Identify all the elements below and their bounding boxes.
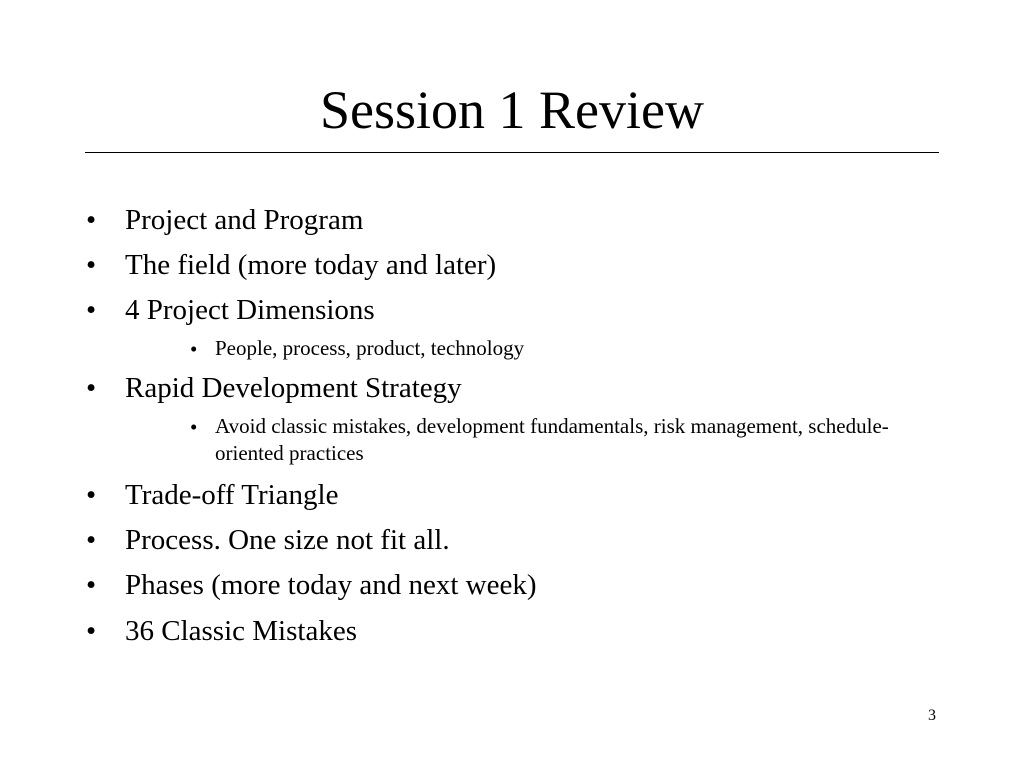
- bullet-text: Process. One size not fit all.: [125, 524, 450, 556]
- bullet-icon: •: [86, 524, 97, 556]
- sub-bullet-icon: •: [190, 415, 198, 439]
- bullet-text: Project and Program: [125, 204, 364, 236]
- bullet-text: The field (more today and later): [125, 249, 497, 281]
- bullet-icon: •: [86, 479, 97, 511]
- bullet-icon: •: [86, 372, 97, 404]
- bullet-text: 4 Project Dimensions: [125, 294, 375, 326]
- bullet-text: Phases (more today and next week): [125, 569, 537, 601]
- slide-title: Session 1 Review: [320, 80, 704, 140]
- title-divider: [85, 152, 939, 153]
- bullet-icon: •: [86, 249, 97, 281]
- bullet-icon: •: [86, 294, 97, 326]
- sub-bullet-text: People, process, product, technology: [215, 336, 525, 360]
- bullet-icon: •: [86, 615, 97, 647]
- bullet-icon: •: [86, 204, 97, 236]
- sub-bullet-text: Avoid classic mistakes, development fundamentals, risk management, schedule-oriented practices: [215, 414, 889, 465]
- bullet-text: Trade-off Triangle: [125, 479, 339, 511]
- bullet-text: Rapid Development Strategy: [125, 372, 462, 404]
- page-number: 3: [928, 707, 936, 724]
- sub-bullet-icon: •: [190, 337, 198, 361]
- bullet-text: 36 Classic Mistakes: [125, 615, 357, 647]
- bullet-icon: •: [86, 569, 97, 601]
